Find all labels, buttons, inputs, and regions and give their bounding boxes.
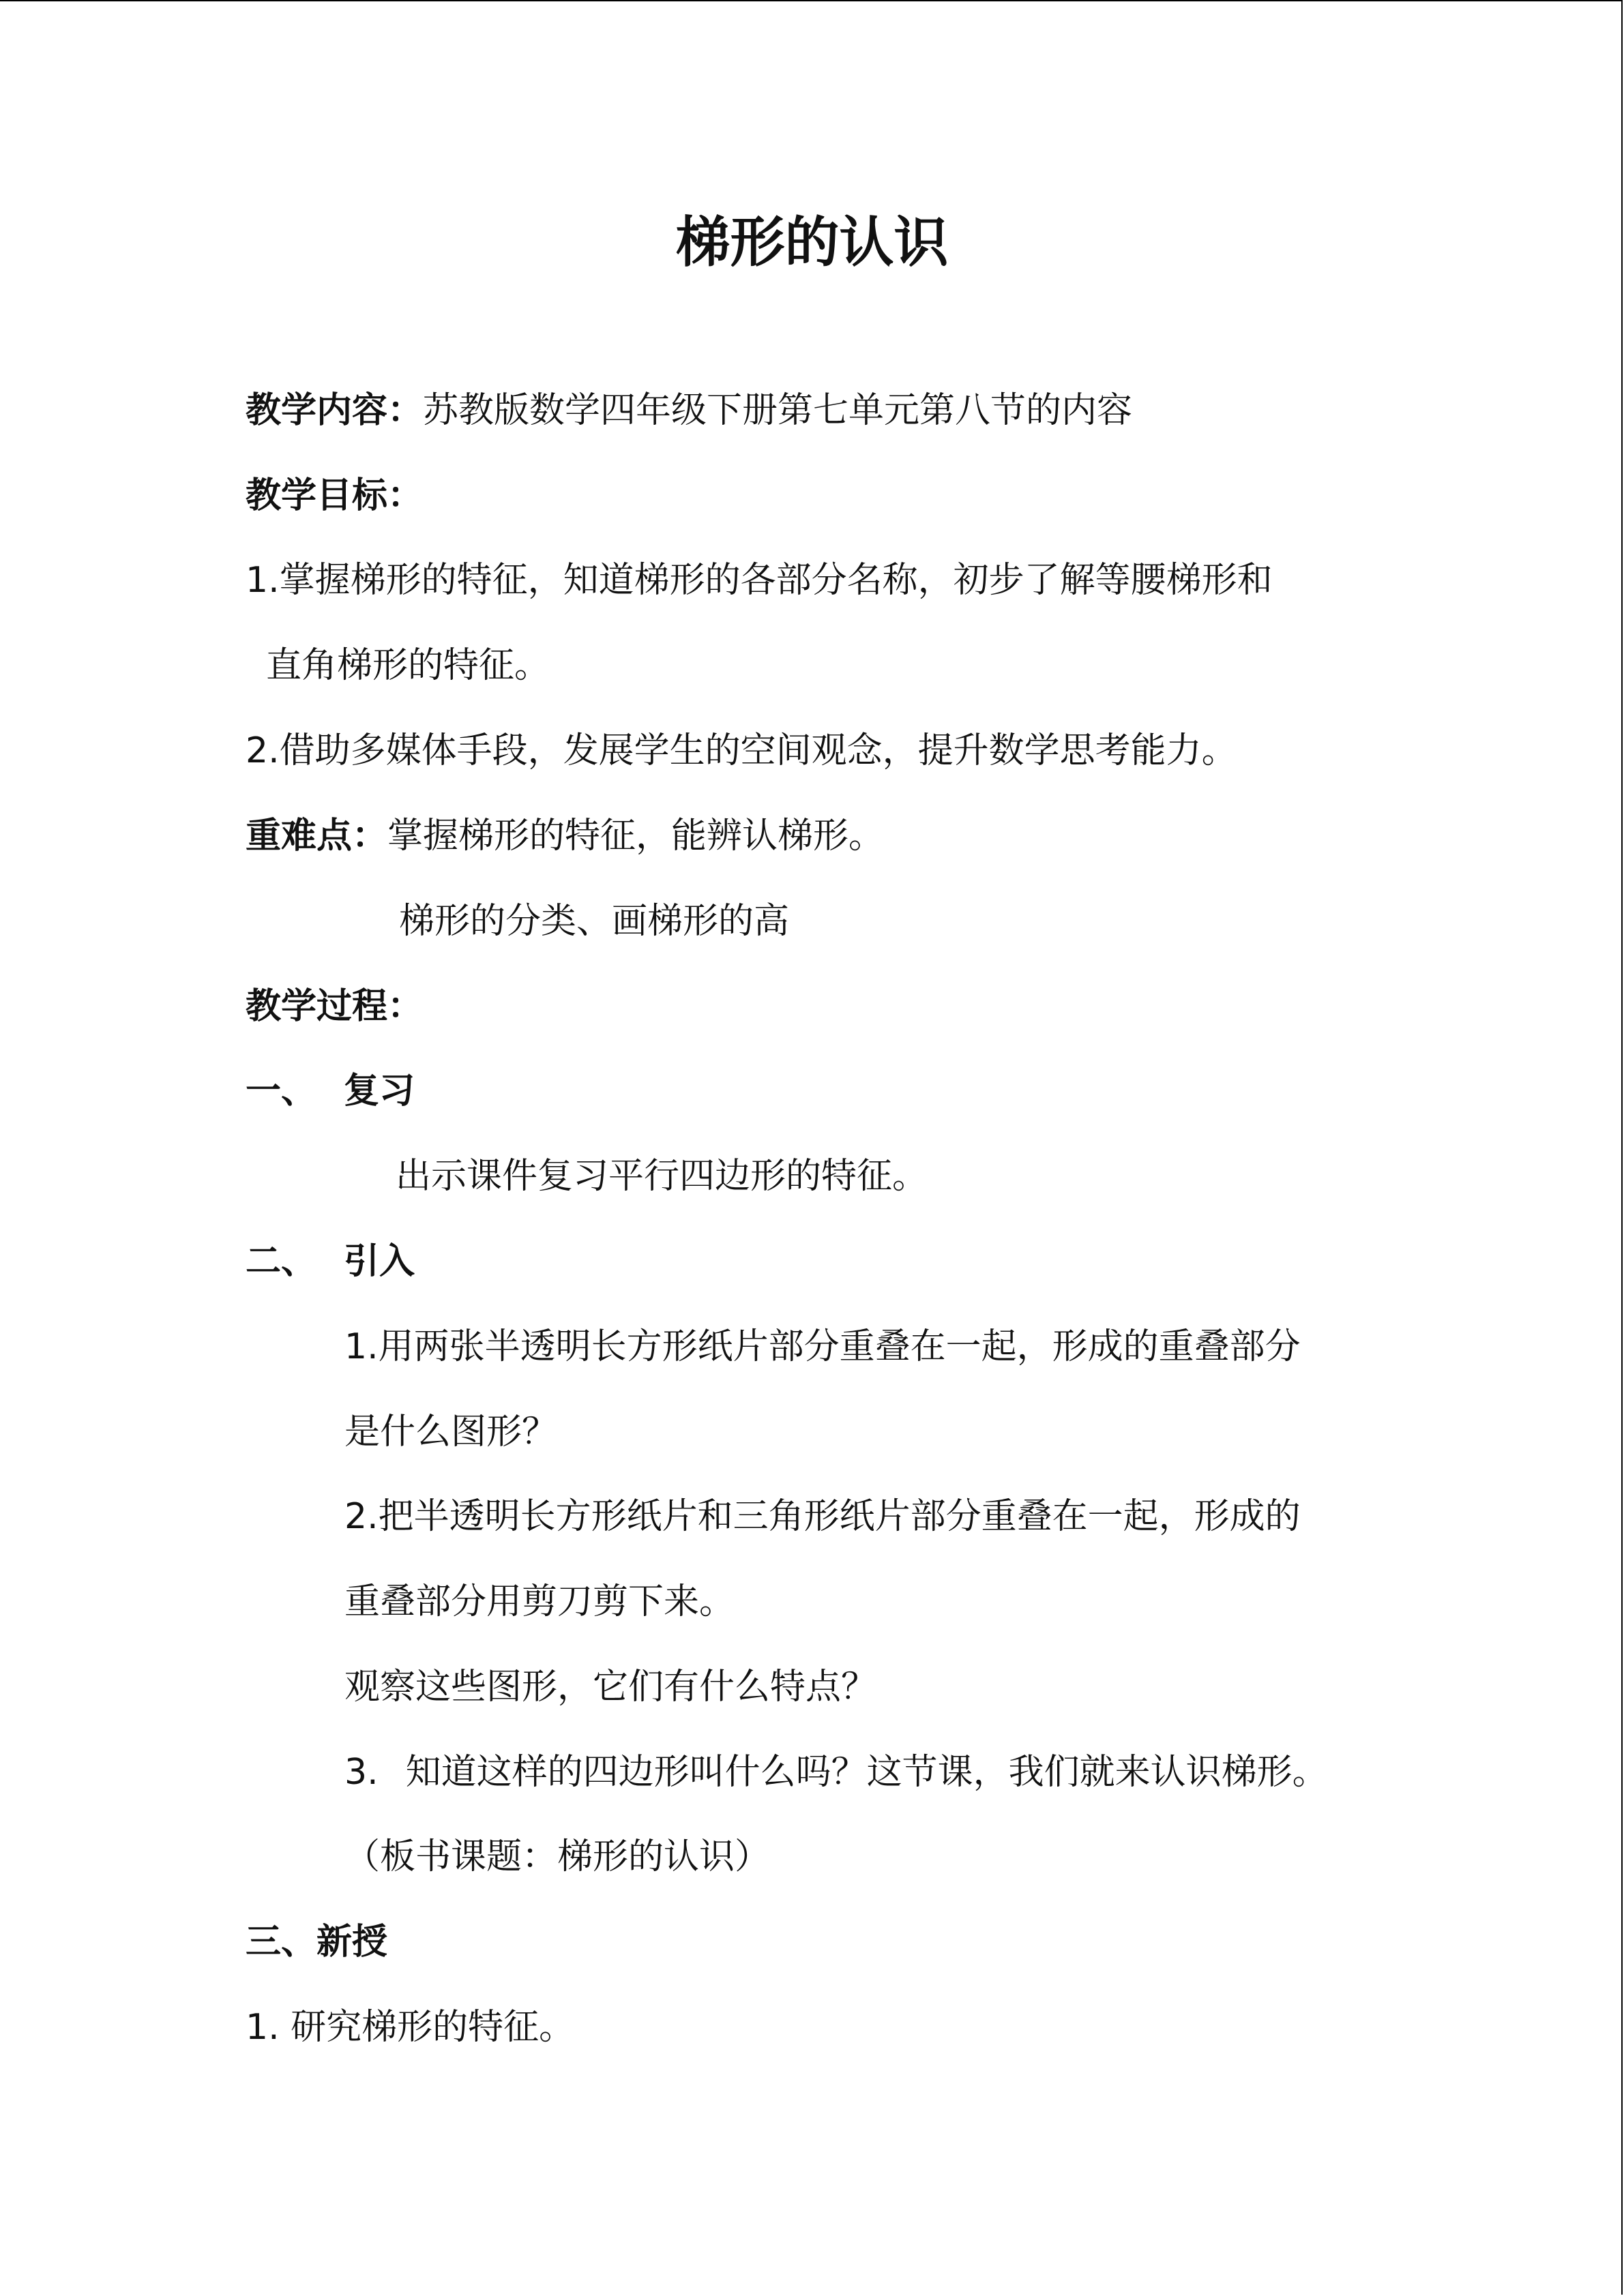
key-points-label: 重难点： — [246, 816, 388, 856]
goal-1-line-1: 1.掌握梯形的特征，知道梯形的各部分名称，初步了解等腰梯形和 — [246, 560, 1273, 601]
new-lesson-1: 1. 研究梯形的特征。 — [246, 2007, 575, 2048]
intro-3-text: 知道这样的四边形叫什么吗？这节课，我们就来认识梯形。 — [405, 1752, 1328, 1793]
section-1-title: 复习 — [344, 1071, 415, 1112]
goal-2: 2.借助多媒体手段，发展学生的空间观念，提升数学思考能力。 — [246, 730, 1237, 771]
intro-1-line-1: 1.用两张半透明长方形纸片部分重叠在一起，形成的重叠部分 — [344, 1326, 1301, 1367]
intro-2-line-1: 2.把半透明长方形纸片和三角形纸片部分重叠在一起，形成的 — [344, 1496, 1301, 1537]
section-2-title: 引入 — [344, 1241, 415, 1282]
key-points-line-2: 梯形的分类、画梯形的高 — [399, 901, 790, 942]
section-1-heading — [246, 1071, 415, 1112]
teaching-content-text: 苏教版数学四年级下册第七单元第八节的内容 — [423, 390, 1133, 431]
section-1-text: 出示课件复习平行四边形的特征。 — [396, 1156, 928, 1197]
section-2-heading — [246, 1241, 415, 1282]
intro-1-line-2: 是什么图形？ — [344, 1412, 558, 1452]
teaching-content-label: 教学内容： — [246, 390, 424, 431]
teaching-content — [246, 390, 1132, 431]
teaching-process-label: 教学过程： — [246, 986, 424, 1027]
goal-1-line-2: 直角梯形的特征。 — [266, 645, 550, 686]
document-title: 梯形的认识 — [675, 211, 949, 274]
section-3-heading: 三、新授 — [246, 1922, 388, 1963]
section-1-number: 一、 — [246, 1071, 317, 1112]
key-points-line-1: 掌握梯形的特征，能辨认梯形。 — [387, 816, 885, 856]
intro-3 — [344, 1752, 1328, 1793]
intro-2-line-2: 重叠部分用剪刀剪下来。 — [344, 1581, 735, 1622]
intro-2-line-3: 观察这些图形，它们有什么特点？ — [344, 1667, 877, 1708]
teaching-goals-label: 教学目标： — [246, 475, 424, 516]
intro-3-number: 3. — [344, 1752, 379, 1793]
section-2-number: 二、 — [246, 1241, 317, 1282]
key-points — [246, 816, 884, 856]
intro-3-note: （板书课题：梯形的认识） — [344, 1836, 771, 1877]
